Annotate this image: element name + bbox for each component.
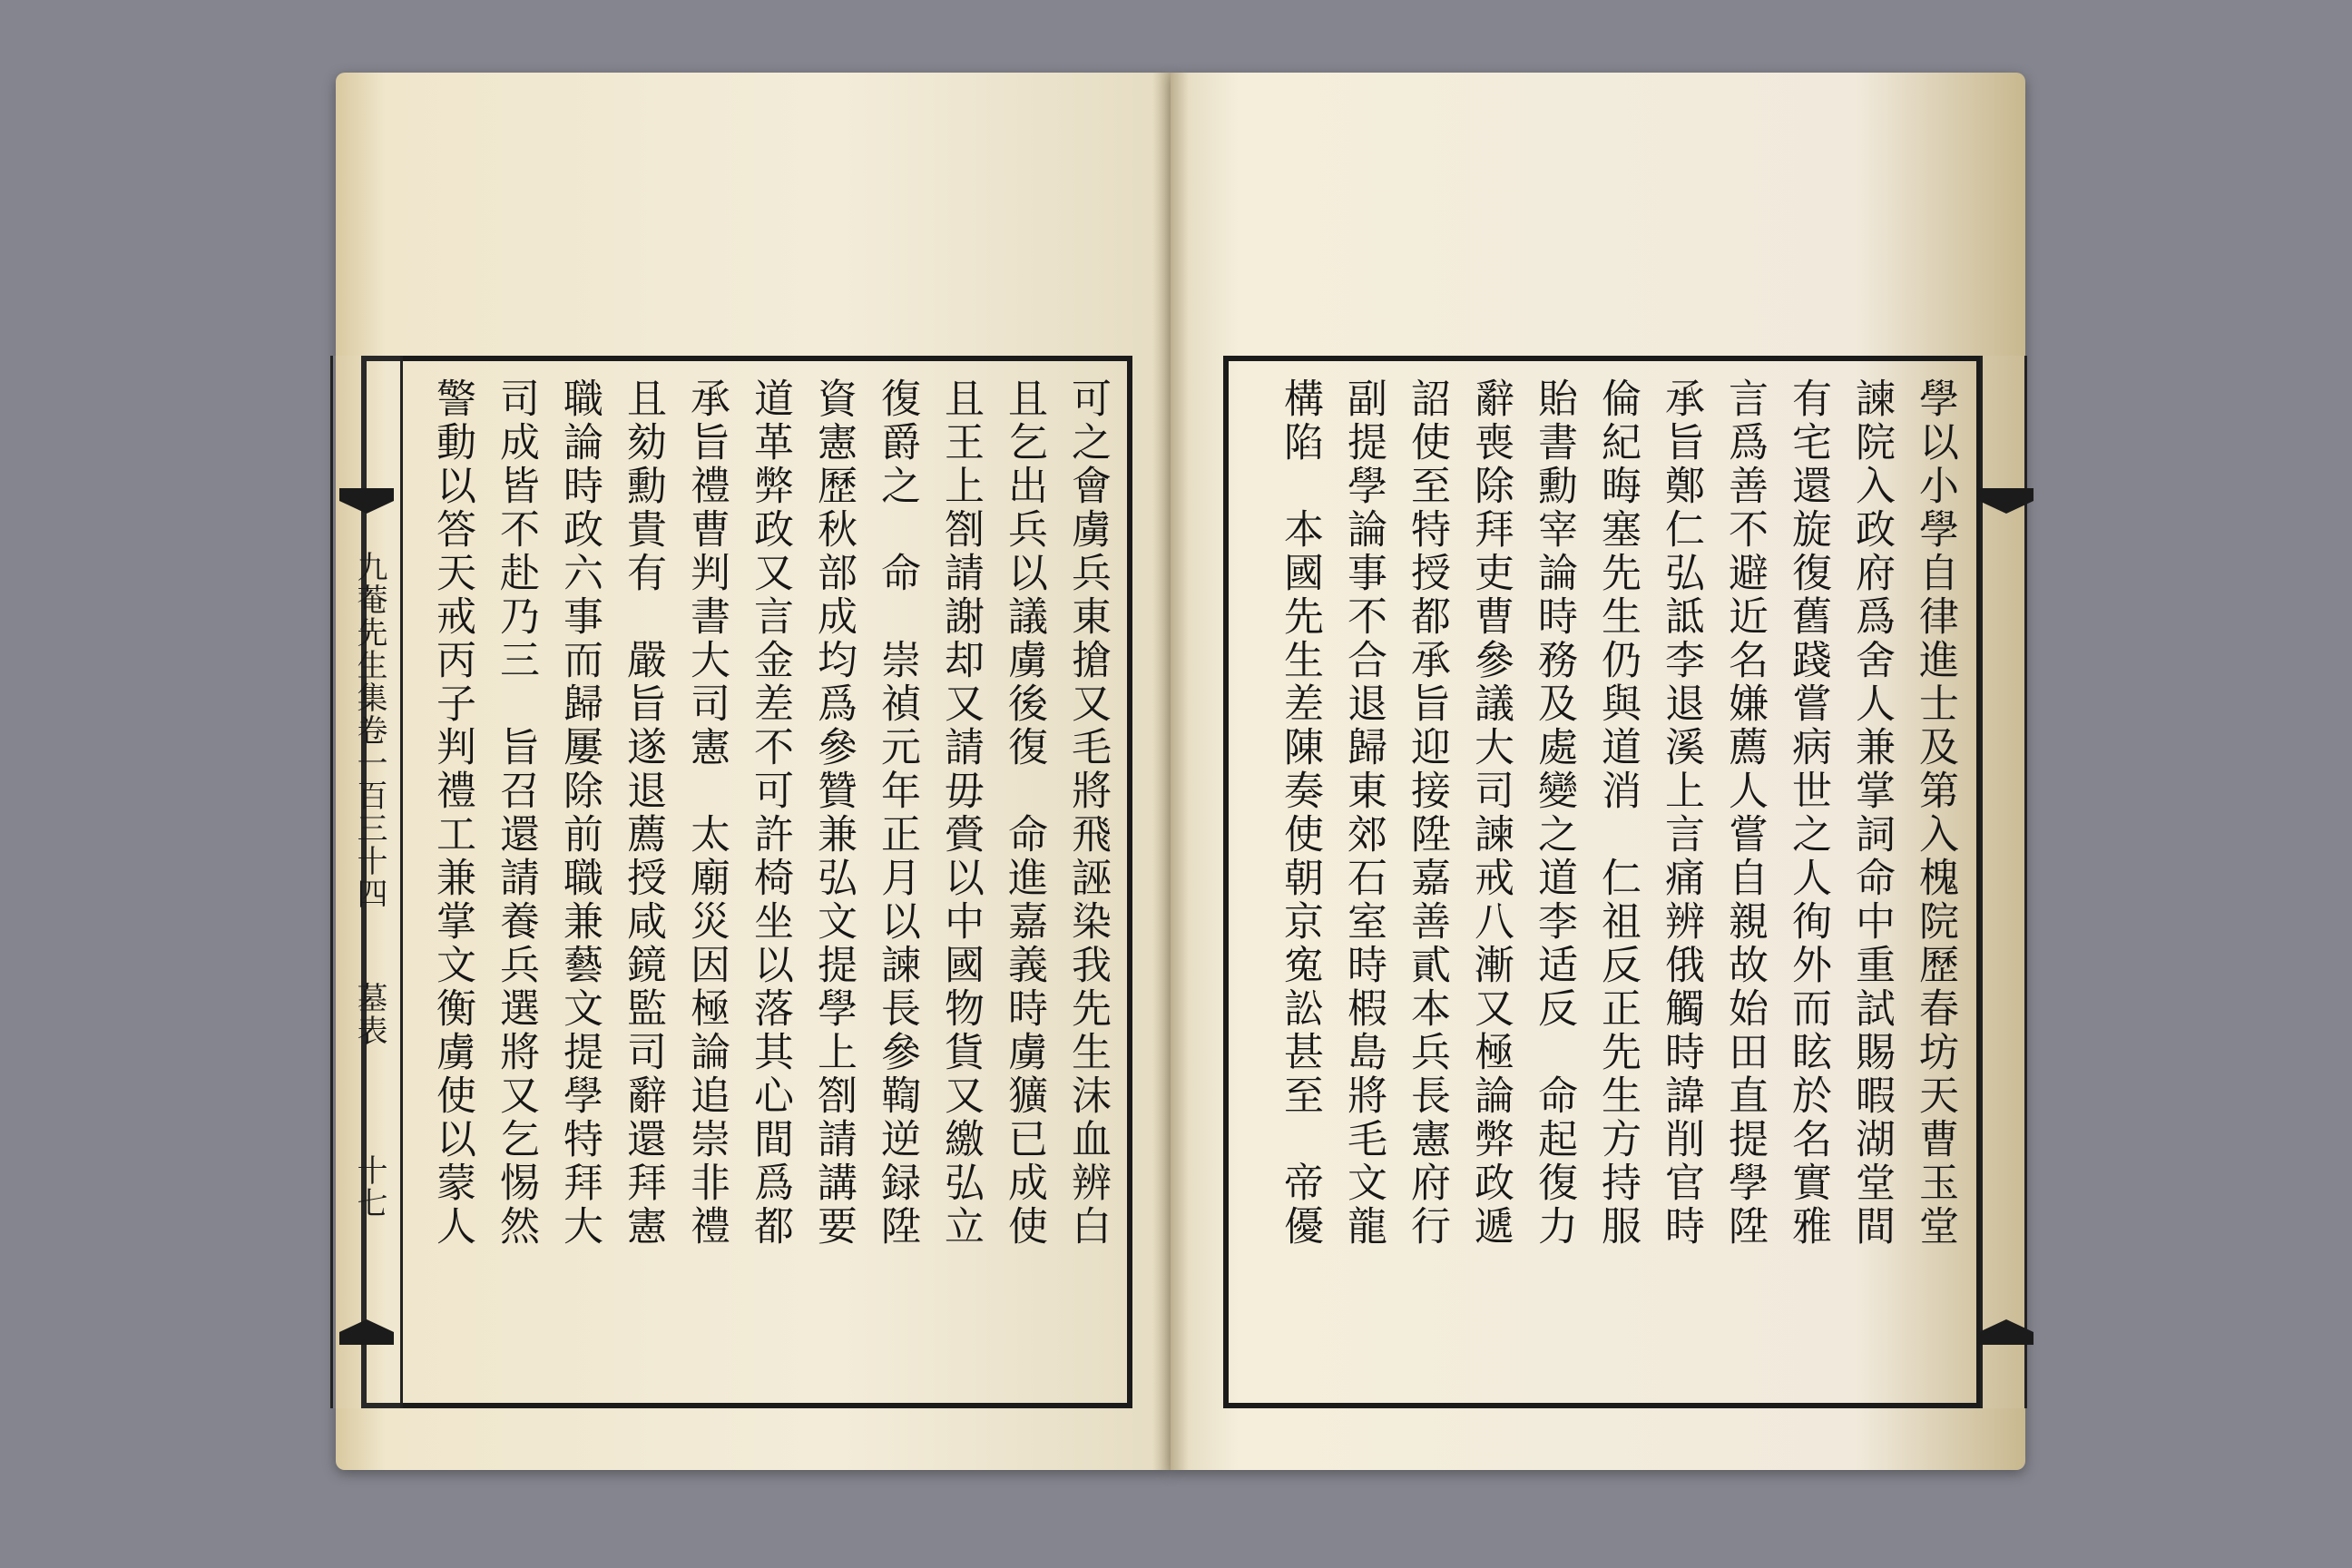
section-title: 墓表 bbox=[351, 982, 387, 1047]
text-column: 可之會虜兵東搶又毛將飛誣染我先生沫血辨白 bbox=[1064, 377, 1111, 1249]
page-number: 十七 bbox=[351, 1154, 387, 1220]
text-column: 構陷 本國先生差陳奏使朝京寃訟甚至 帝優 bbox=[1277, 377, 1323, 1249]
book-gutter bbox=[1152, 73, 1189, 1470]
page-center-column-edge bbox=[1980, 356, 2027, 1408]
text-column: 有宅還旋復舊踐嘗病世之人徇外而眩於名實雅 bbox=[1785, 377, 1831, 1249]
text-column: 貽書勳宰論時務及處變之道李适反 命起復力 bbox=[1531, 377, 1577, 1249]
text-column: 道革弊政又言金差不可許椅坐以落其心間爲都 bbox=[747, 377, 793, 1249]
text-column: 且乞出兵以議虜後復 命進嘉義時虜獷已成使 bbox=[1001, 377, 1047, 1249]
page-center-column bbox=[330, 356, 403, 1408]
left-text-frame bbox=[361, 356, 1132, 1408]
fishtail-mark-icon bbox=[339, 1308, 394, 1345]
volume-title: 九菴先生集卷一百三十四 bbox=[351, 551, 387, 910]
text-column: 言爲善不避近名嫌薦人嘗自親故始田直提學陞 bbox=[1721, 377, 1768, 1249]
text-column: 警動以答天戒丙子判禮工兼掌文衡虜使以蒙人 bbox=[429, 377, 475, 1249]
text-column: 復爵之 命 崇禎元年正月以諫長參鞫逆録陞 bbox=[874, 377, 920, 1249]
text-column: 且劾勳貴有 嚴旨遂退薦授咸鏡監司辭還拜憲 bbox=[620, 377, 666, 1249]
text-column: 資憲歷秋部成均爲參贊兼弘文提學上劄請講要 bbox=[810, 377, 857, 1249]
text-column: 詔使至特授都承旨迎接陞嘉善貳本兵長憲府行 bbox=[1404, 377, 1450, 1249]
text-column: 職論時政六事而歸屢除前職兼藝文提學特拜大 bbox=[556, 377, 603, 1249]
text-column: 副提學論事不合退歸東郊石室時椵島將毛文龍 bbox=[1340, 377, 1387, 1249]
fishtail-mark-icon bbox=[1979, 1308, 2034, 1345]
open-book bbox=[336, 73, 2025, 1506]
text-column: 學以小學自律進士及第入槐院歷春坊天曹玉堂 bbox=[1912, 377, 1958, 1249]
fishtail-mark-icon bbox=[339, 488, 394, 524]
text-column: 倫紀晦塞先生仍與道消 仁祖反正先生方持服 bbox=[1594, 377, 1641, 1249]
text-column: 承旨鄭仁弘詆李退溪上言痛辨俄觸時諱削官時 bbox=[1658, 377, 1704, 1249]
fishtail-mark-icon bbox=[1979, 488, 2034, 524]
text-column: 承旨禮曹判書大司憲 太廟災因極論追崇非禮 bbox=[683, 377, 730, 1249]
right-text-frame bbox=[1223, 356, 1982, 1408]
text-column: 司成皆不赴乃三 旨召還請養兵選將又乞惕然 bbox=[493, 377, 539, 1249]
text-column: 且王上劄請謝却又請毋賫以中國物貨又繳弘立 bbox=[937, 377, 984, 1249]
text-column: 諫院入政府爲舍人兼掌詞命中重試賜暇湖堂間 bbox=[1848, 377, 1895, 1249]
text-column: 辭喪除拜吏曹參議大司諫戒八漸又極論弊政遞 bbox=[1467, 377, 1514, 1249]
